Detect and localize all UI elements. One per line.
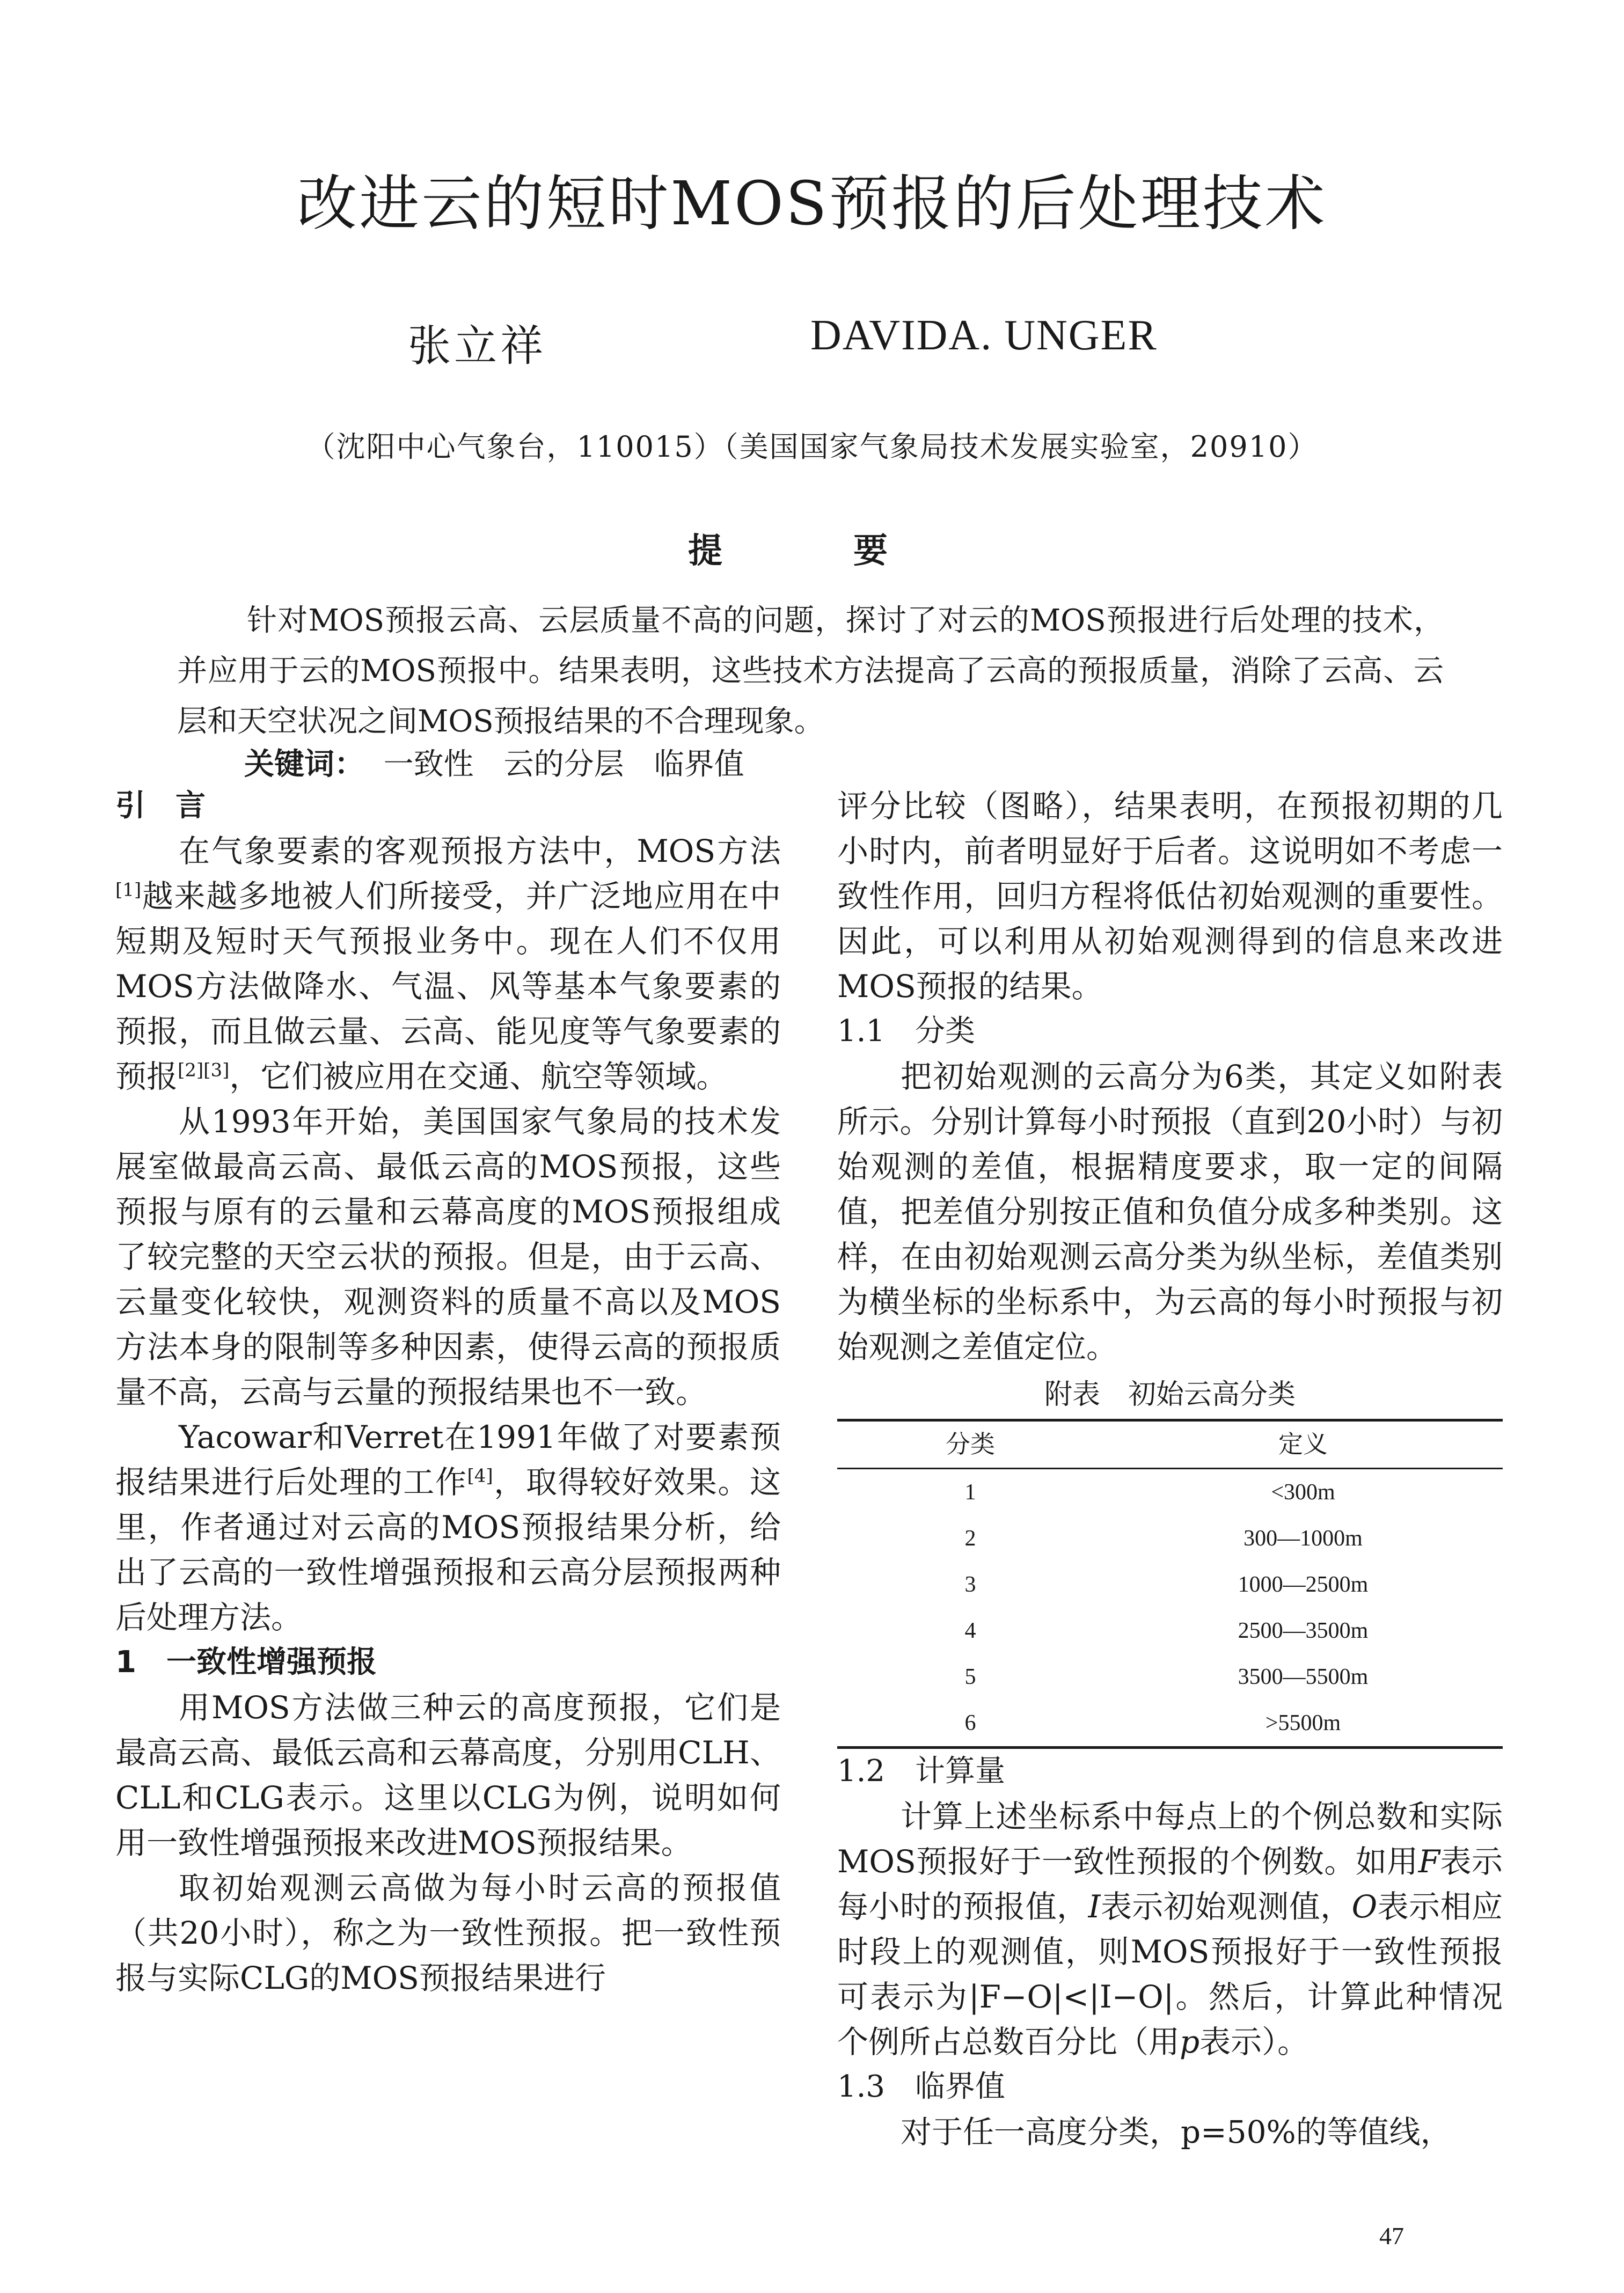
symbol-F: F — [1418, 1843, 1440, 1880]
right-column — [837, 783, 1503, 2155]
section-1-3-paragraph: 对于任一高度分类，p=50%的等值线， — [901, 2114, 1452, 2150]
intro-p3-part-b: ，取得较好效果。这里，作者通过对云高的MOS预报结果分析，给出了云高的一致性增强预报和云高分层预报两种后处理方法。 — [115, 1464, 781, 1636]
table-header-definition: 定义 — [1103, 1420, 1503, 1469]
author-english: DAVIDA. UNGER — [810, 312, 1158, 359]
keywords-line — [244, 741, 744, 783]
table-cell-class: 6 — [837, 1700, 1103, 1748]
table-row — [837, 1469, 1503, 1516]
table-cell-definition: >5500m — [1103, 1700, 1503, 1748]
table-cell-definition: <300m — [1271, 1480, 1335, 1505]
table-row — [837, 1608, 1503, 1654]
symbol-p: p — [1180, 2024, 1200, 2060]
table-row — [837, 1654, 1503, 1700]
citation-4: [4] — [467, 1465, 493, 1487]
table-cell-class: 3 — [964, 1572, 976, 1597]
s12-part-b: 表示每小时的预报值， — [837, 1843, 1503, 1925]
table-cell-class: 4 — [964, 1618, 976, 1643]
table-cell-definition: 2500—3500m — [1238, 1618, 1369, 1643]
table-row — [837, 1562, 1503, 1608]
intro-p1-part-c: ，它们被应用在交通、航空等领域。 — [229, 1058, 728, 1095]
s12-part-a: 计算上述坐标系中每点上的个例总数和实际MOS预报好于一致性预报的个例数。如用 — [837, 1798, 1503, 1880]
keywords-values: 一致性 云的分层 临界值 — [383, 747, 744, 782]
table-cell-class: 1 — [964, 1480, 976, 1505]
section-1-1-heading: 1.1 分类 — [837, 1014, 976, 1049]
section-intro-heading: 引 言 — [115, 788, 206, 823]
table-cell-definition: 300—1000m — [1243, 1526, 1363, 1551]
section-1-paragraph-3: 评分比较（图略），结果表明，在预报初期的几小时内，前者明显好于后者。这说明如不考虑一致性作用，回归方程将低估初始观测的重要性。因此，可以利用从初始观测得到的信息来改进MOS预报的结果。 — [837, 788, 1503, 1005]
intro-paragraph-3 — [115, 1415, 781, 1640]
table-header-row — [837, 1420, 1503, 1469]
table-cell-class: 2 — [964, 1526, 976, 1551]
author-chinese: 张立祥 — [408, 321, 546, 371]
citation-2-3: [2][3] — [178, 1059, 230, 1081]
section-1-paragraph-2: 取初始观测云高做为每小时云高的预报值（共20小时），称之为一致性预报。把一致性预报与实际CLG的MOS预报结果进行 — [115, 1870, 781, 1996]
intro-paragraph-1 — [115, 829, 781, 1099]
keywords-label: 关键词： — [244, 747, 364, 782]
table-row — [837, 1700, 1503, 1748]
symbol-O: O — [1351, 1888, 1378, 1925]
left-column — [115, 783, 781, 2001]
intro-p1-part-b: 越来越多地被人们所接受，并广泛地应用在中短期及短时天气预报业务中。现在人们不仅用MOS方法做降水、气温、风等基本气象要素的预报，而且做云量、云高、能见度等气象要素的预报 — [115, 878, 781, 1095]
citation-1: [1] — [115, 879, 142, 901]
section-1-heading: 1 一致性增强预报 — [115, 1645, 377, 1680]
section-1-paragraph-1: 用MOS方法做三种云的高度预报，它们是最高云高、最低云高和云幕高度，分别用CLH、CLL和CLG表示。这里以CLG为例，说明如何用一致性增强预报来改进MOS预报结果。 — [115, 1689, 781, 1861]
intro-paragraph-2: 从1993年开始，美国国家气象局的技术发展室做最高云高、最低云高的MOS预报，这些预报与原有的云量和云幕高度的MOS预报组成了较完整的天空云状的预报。但是，由于云高、云量变化较快，观测资料的质量不高以及MOS方法本身的限制等多种因素，使得云高的预报质量不高，云高与云量的预报结果也不一致。 — [115, 1103, 781, 1410]
s12-part-e: 表示）。 — [1199, 2024, 1309, 2060]
table-caption: 附表 初始云高分类 — [1044, 1379, 1296, 1411]
abstract-text: 针对MOS预报云高、云层质量不高的问题，探讨了对云的MOS预报进行后处理的技术，并应用于云的MOS预报中。结果表明，这些技术方法提高了云高的预报质量，消除了云高、云层和天空状况之间MOS预报结果的不合理现象。 — [177, 603, 1444, 739]
intro-p1-part-a: 在气象要素的客观预报方法中，MOS方法 — [179, 833, 781, 869]
table-cell-class: 5 — [964, 1665, 976, 1689]
section-1-2-paragraph — [837, 1794, 1503, 2064]
abstract-heading: 提 要 — [688, 531, 936, 571]
s12-part-c: 表示初始观测值， — [1100, 1888, 1352, 1925]
section-1-3-heading: 1.3 临界值 — [837, 2069, 1006, 2104]
table-row — [837, 1515, 1503, 1562]
section-1-2-heading: 1.2 计算量 — [837, 1754, 1006, 1789]
table-cell-definition: 3500—5500m — [1238, 1665, 1369, 1689]
symbol-I: I — [1088, 1888, 1101, 1925]
table-cell-definition: 1000—2500m — [1238, 1572, 1369, 1597]
paper-title: 改进云的短时MOS预报的后处理技术 — [297, 169, 1327, 239]
s12-part-d: 表示相应时段上的观测值，则MOS预报好于一致性预报可表示为|F−O|<|I−O|。然后，计算此种情况个例所占总数百分比（用 — [837, 1888, 1503, 2060]
affiliation: （沈阳中心气象台，110015）（美国国家气象局技术发展实验室，20910） — [306, 430, 1318, 464]
section-1-1-paragraph: 把初始观测的云高分为6类，其定义如附表所示。分别计算每小时预报（直到20小时）与初始观测的差值，根据精度要求，取一定的间隔值，把差值分别按正值和负值分成多种类别。这样，在由初始观测云高分类为纵坐标，差值类别为横坐标的坐标系中，为云高的每小时预报与初始观测之差值定位。 — [837, 1058, 1503, 1365]
table-header-class: 分类 — [837, 1420, 1103, 1469]
page-number: 47 — [1379, 2222, 1404, 2250]
intro-p3-part-a: Yacowar和Verret在1991年做了对要素预报结果进行后处理的工作 — [115, 1419, 781, 1500]
cloud-height-class-table — [837, 1419, 1503, 1749]
